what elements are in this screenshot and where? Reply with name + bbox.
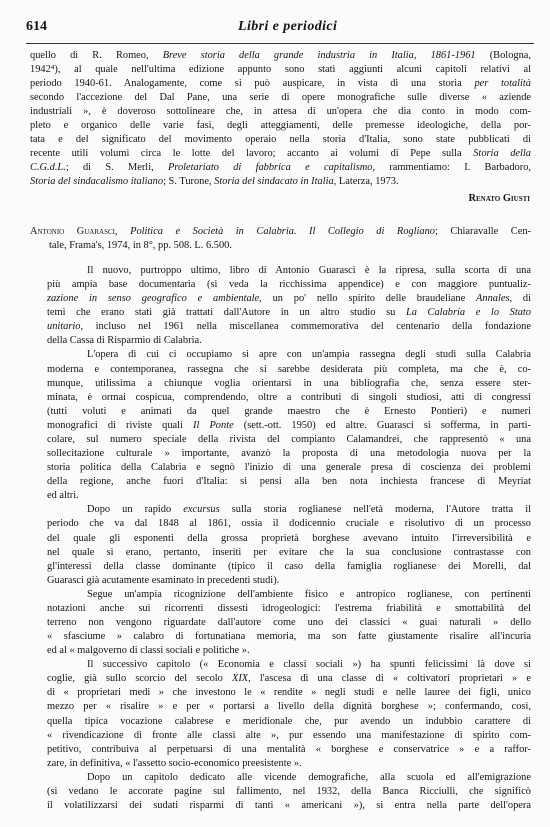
text-line (47, 757, 531, 771)
text-span: , l'ascesa di una classe di « coltivatori proprietari » e (248, 673, 532, 685)
text-span: terreno non vengono riguardate dall'autore come uno dei classici « guai naturali » dello (47, 617, 531, 628)
text-span: 1942⁴), al quale nell'ultima edizione appunto sono stati aggiunti alcuni capitoli relativi al (30, 64, 531, 76)
text-line (49, 239, 531, 253)
text-line (30, 49, 531, 63)
text-span: storia politica della Calabria e segnò l'inizio di una generale presa di coscienza dei problemi (47, 462, 531, 474)
text-span: (si vedano le accorate pagine sul fallimento, nel 1932, della Banca Ricciulli, che significò (47, 785, 531, 797)
text-span: di « proprietari medi » che investono le « rendite » negli studi e nelle lauree dei figli, unico (47, 687, 531, 699)
text-span: minata, è ormai cospicua, comprendendo, oltre a contributi di singoli studiosi, atti di congressi (47, 391, 531, 403)
text-span: recente utili volumi circa le lotte del lavoro; accanto ai volumi di Pepe sulla (30, 148, 474, 160)
text-span: ; Chiaravalle Cen- (434, 226, 532, 237)
text-span: Dopo un rapido (87, 504, 184, 516)
text-span: mezzo per « risalire » e per « portarsi a livello della dignità borghese »; confermando, così, (47, 701, 531, 713)
running-header (26, 16, 534, 38)
text-span: ; S. Turone, (163, 176, 215, 188)
text-span: , incluso nel 1961 nella miscellanea commemorativa del centenario della fondazione (80, 321, 531, 333)
text-span: ; di S. Merli, (65, 162, 168, 174)
text-line (47, 419, 531, 433)
text-span: munque, utilissima a chiunque voglia orientarsi in una bibliografia che, senza essere ster- (47, 377, 531, 389)
text-span: quella tipica vocazione calabrese e meridionale che, pur avendo un indubbio carattere di (47, 715, 531, 727)
text-span: Il nuovo, purtroppo ultimo, libro di Antonio Guarasci è la ripresa, sulla scorta di una (87, 265, 531, 276)
text-span: , rammentiamo: I. Barbadoro, (372, 162, 531, 174)
text-line (47, 602, 531, 616)
text-span: sollecitazione culturale » importante, avanzò la proposta di una metodologia nuova per la (47, 448, 531, 460)
header-rule (26, 43, 534, 44)
text-line (47, 729, 531, 743)
text-line (30, 161, 531, 175)
text-span: , Laterza, 1973. (333, 176, 399, 188)
text-line (47, 320, 531, 334)
text-span: Storia del sindacalismo italiano (30, 176, 164, 188)
text-span: per totalità (474, 78, 532, 90)
text-span: , un po' nello spirito delle braudeliane (259, 293, 477, 305)
text-span: temi che erano stati già trattati dall'Autore in un altro studio su (47, 307, 406, 319)
text-line (47, 475, 531, 489)
text-line (30, 133, 531, 147)
text-line (47, 306, 531, 320)
text-span: nel quale si erano, pertanto, inseriti per evitare che la sua conclusione contrastasse con (47, 546, 531, 558)
text-line (30, 225, 531, 239)
text-line (47, 461, 531, 475)
text-line (30, 175, 531, 189)
text-span: moderna e contemporanea, rassegna che si sarebbe desiderata più completa, ma che è, co- (47, 363, 531, 375)
text-span: petitivo, contribuiva al perpetuarsi di una mentalità « borghese e conservatrice » e a raffor- (47, 743, 531, 755)
text-line (87, 588, 531, 602)
text-span: (sett.-ott. 1950) ed altre. Guarasci si sofferma, in parti- (233, 419, 531, 431)
text-line (47, 616, 531, 630)
text-line (87, 771, 531, 785)
text-line (47, 532, 531, 546)
text-span: , (114, 226, 131, 237)
text-line (47, 517, 531, 531)
text-line (47, 799, 531, 813)
text-span: « sfasciume » calabro di fortunatiana memoria, ma son fatte giustamente risalire all'incuria (47, 631, 531, 643)
text-span: colare, sul numero speciale della rivista del compianto Calamandrei, che rappresentò « una (47, 433, 531, 445)
text-span: quello di R. Romeo, (30, 50, 163, 61)
text-span: del quale gli esponenti della grossa proprietà borghese avevano intuito l'irreversibilità e (47, 532, 531, 544)
text-span: L'opera di cui ci occupiamo si apre con un'ampia rassegna degli studi sulla Calabria (87, 349, 531, 361)
text-span: della Cassa di Risparmio di Calabria. (47, 335, 202, 347)
text-span: Politica e Società in Calabria. Il Collegio di Rogliano (130, 226, 435, 237)
text-span: excursus (183, 504, 220, 516)
text-line (47, 686, 531, 700)
text-line (47, 433, 531, 447)
text-span: C.G.d.L. (30, 162, 66, 174)
text-span: Il Ponte (193, 419, 234, 431)
text-span: Proletariato di fabbrica e capitalismo (167, 162, 373, 174)
text-span: ed altri. (47, 490, 79, 502)
text-line (47, 785, 531, 799)
text-span: Annales (476, 293, 510, 305)
text-line (47, 377, 531, 391)
text-line (47, 334, 531, 348)
text-line (47, 715, 531, 729)
text-span: Il successivo capitolo (« Economia e classi sociali ») ha spunti felicissimi là dove si (87, 659, 531, 671)
text-line (47, 447, 531, 461)
text-span: zazione in senso geografico e ambientale (47, 293, 260, 305)
text-line (47, 363, 531, 377)
text-span: secondo l'accezione del Dal Pane, una serie di opere monografiche sulle diverse « aziende (30, 92, 531, 104)
text-span: tale, Frama's, 1974, in 8°, pp. 508. L. 6.500. (49, 240, 232, 251)
text-span: della regione, anche fuori d'Italia: si pensi alla ben nota inchiesta francese di Meyriat (47, 476, 531, 488)
text-span: « rivendicazione di fronte alle classi alte », pur essendo una manifestazione di spirito com- (47, 729, 531, 741)
text-line (30, 119, 531, 133)
text-line (47, 405, 531, 419)
text-span: notazioni anche sui ricorrenti dissesti idrogeologici: l'estrema friabilità e smottabilità del (47, 602, 531, 614)
text-span: monografici di riviste quali (47, 419, 194, 431)
text-span: ed al « malgoverno di classi sociali e politiche ». (47, 645, 250, 657)
text-span: Storia del sindacato in Italia (214, 176, 334, 188)
text-line (47, 700, 531, 714)
text-span: gl'interessi della classe dominante (tipico il caso della famiglia roglianese dei Morelli, dal (47, 560, 531, 572)
text-span: più ampia base documentaria (si veda la ricchissima appendice) e con maggiore puntualiz- (47, 279, 531, 291)
text-line (47, 743, 531, 757)
text-span: Dopo un capitolo dedicato alle vicende demografiche, alla scuola ed all'emigrazione (87, 771, 531, 783)
text-span: coglie, già sullo scorcio del secolo (47, 673, 232, 685)
text-span: industriali », è doveroso sottolineare che, in attesa di un'opera che dia conto in modo com- (30, 106, 531, 118)
text-line (47, 391, 531, 405)
text-span: (Bologna, (475, 50, 531, 61)
text-line (30, 77, 531, 91)
text-line (47, 292, 531, 306)
reviewer-signature: Renato Giusti (468, 193, 530, 204)
text-line (47, 560, 531, 574)
text-line (87, 503, 531, 517)
text-line (30, 105, 531, 119)
page-number: 614 (26, 19, 47, 34)
text-span: unitario (47, 321, 81, 333)
text-span: Storia della (473, 148, 532, 160)
text-line (87, 658, 531, 672)
text-span: periodo 1940-61. Analogamente, come si può auspicare, in vista di una storia (30, 78, 475, 90)
text-span: Guarasci già acutamente esaminato in precedenti studi). (47, 574, 280, 586)
text-line (47, 630, 531, 644)
text-line (47, 489, 531, 503)
text-span: pleto e organico delle varie fasi, degli atteggiamenti, delle premesse ideologiche, della por- (30, 120, 531, 132)
text-span: periodo che va dal 1848 al 1861, ossia il dodicennio cruciale e risolutivo di un processo (47, 518, 531, 530)
text-line (30, 147, 531, 161)
text-line (87, 264, 531, 278)
text-span: Antonio Guarasci (30, 226, 115, 237)
text-span: Segue un'ampia ricognizione dell'ambiente fisico e antropico roglianese, con pertinenti (87, 588, 531, 600)
text-line (30, 91, 531, 105)
text-line (47, 672, 531, 686)
text-line (30, 63, 531, 77)
text-span: sulla storia roglianese nell'età moderna, l'Autore tratta il (219, 504, 531, 516)
text-line (47, 574, 531, 588)
text-span: tata e del significato del movimento operaio nella storia d'Italia, sono state pubblicati di (30, 134, 531, 146)
text-line (47, 278, 531, 292)
text-span: La Calabria e lo Stato (405, 307, 531, 319)
running-title: Libri e periodici (238, 19, 338, 34)
text-line (47, 546, 531, 560)
text-span: Breve storia della grande industria in Italia, 1861-1961 (162, 50, 476, 61)
text-span: (tutti voluti e animati da quel grande maestro che è Ernesto Pontieri) e numeri (47, 405, 531, 417)
text-span: zare, in definitiva, « l'assetto socio-economico preesistente ». (47, 757, 302, 769)
text-span: XIX (232, 673, 249, 685)
text-span: il volatilizzarsi dei sudati risparmi di tanti « americani »), si entra nella parte dell'opera (47, 800, 531, 812)
text-span: , di (509, 293, 532, 305)
text-line (47, 644, 531, 658)
text-line (87, 348, 531, 362)
